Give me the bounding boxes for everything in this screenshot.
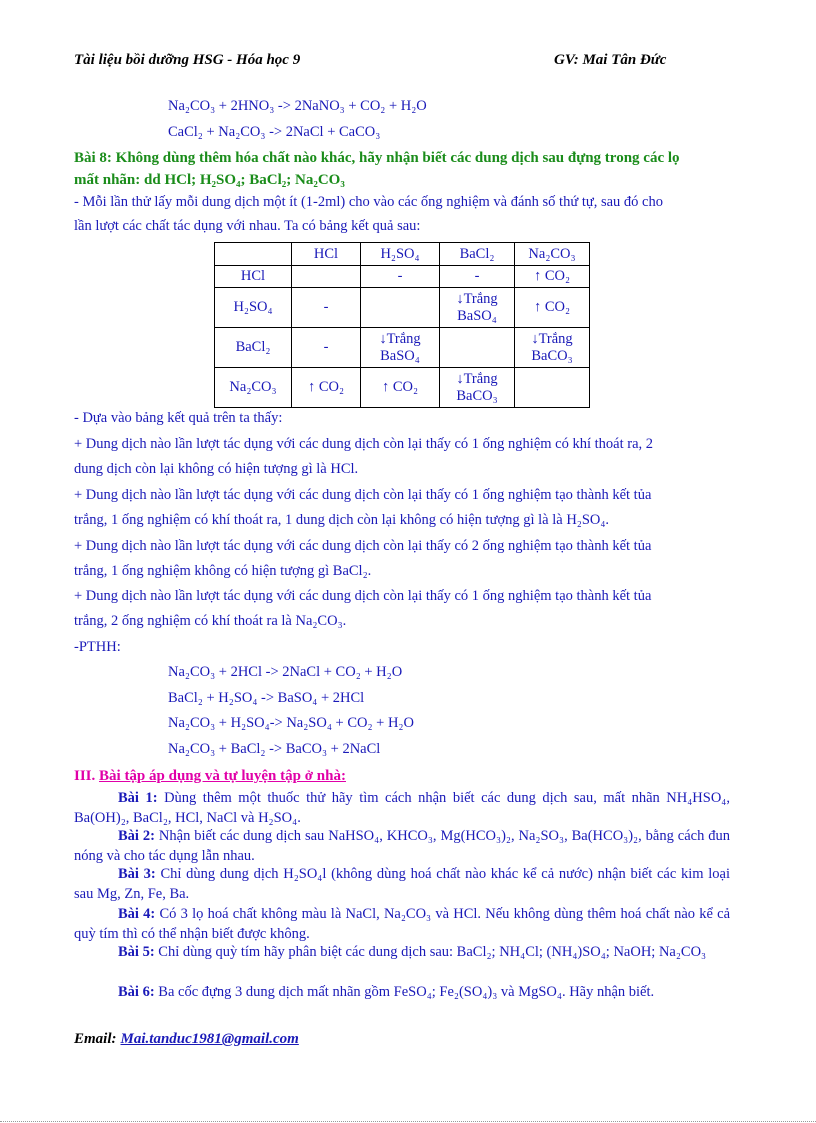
exercise-label: Bài 3: [118, 866, 156, 882]
page-bottom-divider [0, 1121, 816, 1122]
table-row-label: BaCl₂ [215, 328, 292, 368]
bai8-intro-line1: - Mỗi lần thử lấy mỗi dung dịch một ít (1-2ml) cho vào các ống nghiệm và đánh số thứ tự, sau đó cho [74, 194, 663, 210]
table-cell [515, 368, 590, 408]
table-header-cell: Na₂CO₃ [515, 243, 590, 266]
analysis-line: - Dựa vào bảng kết quả trên ta thấy: [74, 410, 283, 426]
table-header-cell: H₂SO₄ [361, 243, 440, 266]
table-cell [361, 288, 440, 328]
pthh-equation: BaCl₂ + H₂SO₄ -> BaSO₄ + 2HCl [168, 690, 365, 706]
exercise-item [74, 904, 730, 944]
exercise-item [74, 942, 730, 962]
section-title: Bài tập áp dụng và tự luyện tập ở nhà: [99, 768, 346, 784]
document-header-title: Tài liệu bồi dưỡng HSG - Hóa học 9 [74, 52, 301, 68]
section-number: III. [74, 768, 96, 784]
exercise-item [74, 864, 730, 904]
exercise-text: Chỉ dùng quỳ tím hãy phân biệt các dung dịch sau: BaCl₂; NH₄Cl; (NH₄)SO₄; NaOH; Na₂CO₃ [158, 944, 707, 960]
analysis-line: + Dung dịch nào lần lượt tác dụng với các dung dịch còn lại thấy có 2 ống nghiệm tạo thành kết tủa [74, 538, 652, 554]
table-row [215, 266, 590, 288]
exercise-item [74, 982, 730, 1002]
table-cell: ↑ CO₂ [292, 368, 361, 408]
exercise-item [74, 826, 730, 866]
pthh-equation: Na₂CO₃ + 2HCl -> 2NaCl + CO₂ + H₂O [168, 664, 403, 680]
table-cell: - [292, 288, 361, 328]
table-cell: - [361, 266, 440, 288]
table-cell: - [440, 266, 515, 288]
bai8-title-line1: Bài 8: Không dùng thêm hóa chất nào khác, hãy nhận biết các dung dịch sau đựng trong các lọ [74, 150, 680, 166]
bai8-title-line2: mất nhãn: dd HCl; H₂SO₄; BaCl₂; Na₂CO₃ [74, 172, 345, 188]
equation-line: CaCl₂ + Na₂CO₃ -> 2NaCl + CaCO₃ [168, 124, 381, 140]
analysis-line: + Dung dịch nào lần lượt tác dụng với các dung dịch còn lại thấy có 1 ống nghiệm tạo thành kết tủa [74, 588, 652, 604]
table-cell [292, 266, 361, 288]
table-row [215, 368, 590, 408]
table-header-cell [215, 243, 292, 266]
table-cell: ↑ CO₂ [515, 266, 590, 288]
table-row-label: Na₂CO₃ [215, 368, 292, 408]
exercise-label: Bài 6: [118, 984, 155, 1000]
table-row-label: HCl [215, 266, 292, 288]
analysis-line: trắng, 2 ống nghiệm có khí thoát ra là Na₂CO₃. [74, 613, 347, 629]
exercise-text: Nhận biết các dung dịch sau NaHSO₄, KHCO₃, Mg(HCO₃)₂, Na₂SO₃, Ba(HCO₃)₂, bằng cách đun nóng và cho tác dụng lẫn nhau. [74, 828, 731, 864]
analysis-line: + Dung dịch nào lần lượt tác dụng với các dung dịch còn lại thấy có 1 ống nghiệm tạo thành kết tủa [74, 487, 652, 503]
table-cell: ↓Trắng BaSO₄ [440, 288, 515, 328]
pthh-equation: Na₂CO₃ + H₂SO₄-> Na₂SO₄ + CO₂ + H₂O [168, 715, 414, 731]
exercise-text: Chỉ dùng dung dịch H₂SO₄l (không dùng hoá chất nào khác kể cả nước) nhận biết các kim loại sau Mg, Zn, Fe, Ba. [74, 866, 731, 902]
section-heading [74, 766, 346, 786]
document-header-author: GV: Mai Tân Đức [554, 52, 667, 68]
footer-email [74, 1030, 299, 1048]
pthh-equation: Na₂CO₃ + BaCl₂ -> BaCO₃ + 2NaCl [168, 741, 381, 757]
table-cell: ↓Trắng BaCO₃ [515, 328, 590, 368]
exercise-label: Bài 1: [118, 790, 158, 806]
exercise-text: Có 3 lọ hoá chất không màu là NaCl, Na₂CO₃ và HCl. Nếu không dùng thêm hoá chất nào kể cả quỳ tím thì có thể nhận biết được không. [74, 906, 731, 942]
table-row-label: H₂SO₄ [215, 288, 292, 328]
table-header-cell: HCl [292, 243, 361, 266]
table-cell: ↓Trắng BaSO₄ [361, 328, 440, 368]
exercise-item [74, 788, 730, 828]
pthh-label: -PTHH: [74, 639, 121, 655]
exercise-label: Bài 4: [118, 906, 156, 922]
table-row [215, 328, 590, 368]
analysis-line: trắng, 1 ống nghiệm không có hiện tượng gì BaCl₂. [74, 563, 372, 579]
table-cell: - [292, 328, 361, 368]
table-header-cell: BaCl₂ [440, 243, 515, 266]
table-row [215, 288, 590, 328]
exercise-label: Bài 5: [118, 944, 155, 960]
analysis-line: + Dung dịch nào lần lượt tác dụng với các dung dịch còn lại thấy có 1 ống nghiệm có khí thoát ra, 2 [74, 436, 654, 452]
table-cell [440, 328, 515, 368]
email-label: Email: [74, 1031, 117, 1047]
table-cell: ↓Trắng BaCO₃ [440, 368, 515, 408]
analysis-line: trắng, 1 ống nghiệm có khí thoát ra, 1 dung dịch còn lại không có hiện tượng gì là là H₂SO₄. [74, 512, 610, 528]
exercise-text: Ba cốc đựng 3 dung dịch mất nhãn gồm FeSO₄; Fe₂(SO₄)₃ và MgSO₄. Hãy nhận biết. [158, 984, 655, 1000]
reaction-result-table [214, 242, 590, 408]
table-header-row [215, 243, 590, 266]
bai8-intro-line2: lần lượt các chất tác dụng với nhau. Ta có bảng kết quả sau: [74, 218, 421, 234]
equation-line: Na₂CO₃ + 2HNO₃ -> 2NaNO₃ + CO₂ + H₂O [168, 98, 427, 114]
email-link[interactable]: Mai.tanduc1981@gmail.com [120, 1031, 299, 1047]
exercise-text: Dùng thêm một thuốc thử hãy tìm cách nhận biết các dung dịch sau, mất nhãn NH₄HSO₄, Ba(OH)₂, BaCl₂, HCl, NaCl và H₂SO₄. [74, 790, 730, 826]
exercise-label: Bài 2: [118, 828, 155, 844]
table-cell: ↑ CO₂ [515, 288, 590, 328]
table-cell: ↑ CO₂ [361, 368, 440, 408]
analysis-line: dung dịch còn lại không có hiện tượng gì là HCl. [74, 461, 359, 477]
